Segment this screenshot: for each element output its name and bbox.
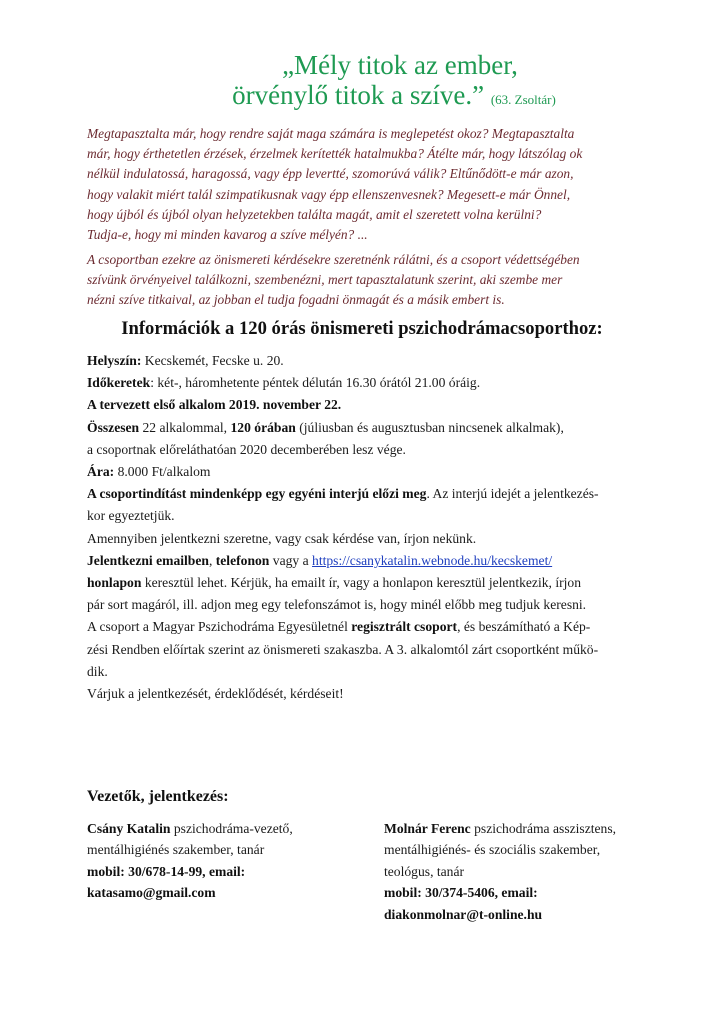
leader-phone-text: mobil: 30/678-14-99, email: xyxy=(87,863,246,879)
quote-reference: (63. Zsoltár) xyxy=(490,92,556,107)
leader-card-molnar xyxy=(384,818,616,925)
quote-text-1: „Mély titok az ember, xyxy=(282,50,518,80)
registered-group: regisztrált csoport xyxy=(351,619,458,635)
intro-line: hogy valakit miért talál szimpatikusnak vagy épp ellenszenvesnek? Megesett-e már Önnel, xyxy=(87,186,571,202)
leader-email[interactable] xyxy=(384,904,616,925)
leader-role-line: mentálhigiénés szakember, tanár xyxy=(87,842,265,858)
apply-phone: telefonon xyxy=(215,552,270,568)
leader-phone xyxy=(384,882,616,903)
intro-paragraph-2 xyxy=(87,250,657,311)
total-line xyxy=(87,417,657,439)
registration-line-3: dik. xyxy=(87,663,108,679)
total-note: (júliusban és augusztusban nincsenek alkalmak), xyxy=(295,419,564,435)
leader-card-csany xyxy=(87,818,293,904)
quote-line-1 xyxy=(38,50,724,80)
registration-line-2: zési Rendben előírtak szerint az önismereti szakaszba. A 3. alkalomtól zárt csoportként műkö- xyxy=(87,641,599,657)
leader-role-line: teológus, tanár xyxy=(384,863,465,879)
website-label: honlapon xyxy=(87,575,142,591)
intro-line: Megtapasztalta már, hogy rendre saját maga számára is meglepetést okoz? Megtapasztalta xyxy=(87,126,575,141)
time-value: : két-, háromhetente péntek délután 16.30 órától 21.00 óráig. xyxy=(150,375,481,391)
leader-role: pszichodráma-vezető, xyxy=(170,821,293,836)
leader-name: Csány Katalin xyxy=(87,821,171,836)
total-hours: 120 órában xyxy=(230,419,296,435)
interview-notice: A csoportindítást mindenképp egy egyéni interjú előzi meg xyxy=(87,486,427,502)
website-line xyxy=(87,572,657,594)
leader-phone-text: mobil: 30/374-5406, email: xyxy=(384,885,538,901)
intro-line: Tudja-e, hogy mi minden kavarog a szíve mélyén? ... xyxy=(87,227,368,243)
registration-line xyxy=(87,616,657,638)
interview-line xyxy=(87,483,657,505)
location-line xyxy=(87,350,657,372)
leader-name: Molnár Ferenc xyxy=(384,821,471,836)
leader-phone xyxy=(87,861,293,882)
intro-line: hogy újból és újból olyan helyzetekben találta magát, amit el szeretett volna kerülni? xyxy=(87,206,542,222)
apply-line xyxy=(87,550,657,572)
contacts-title: Vezetők, jelentkezés: xyxy=(87,788,229,805)
location-value: Kecskemét, Fecske u. 20. xyxy=(141,353,284,368)
leader-email-text[interactable]: diakonmolnar@t-online.hu xyxy=(384,906,543,922)
apply-email: Jelentkezni emailben xyxy=(87,552,209,568)
leader-email[interactable] xyxy=(87,882,293,903)
quote-line-2 xyxy=(32,80,724,115)
apply-or: vagy a xyxy=(269,552,313,568)
website-link[interactable]: https://csanykatalin.webnode.hu/kecskemet/ xyxy=(312,552,553,568)
first-session: A tervezett első alkalom 2019. november 22. xyxy=(87,397,342,413)
price-line xyxy=(87,461,657,483)
price-value: 8.000 Ft/alkalom xyxy=(114,464,211,480)
interview-line-2: kor egyeztetjük. xyxy=(87,508,175,524)
intro-paragraph-1 xyxy=(87,124,657,245)
total-sessions: 22 alkalommal, xyxy=(139,419,231,435)
leader-name-line xyxy=(87,818,293,839)
website-note: keresztül lehet. Kérjük, ha emailt ír, vagy a honlapon keresztül jelentkezik, írjon xyxy=(141,575,582,591)
intro-line: nélkül indulatossá, haragossá, vagy épp levertté, szomorúvá válik? Eltűnődött-e már azon, xyxy=(87,166,574,182)
leader-email-text[interactable]: katasamo@gmail.com xyxy=(87,885,216,901)
leader-role: pszichodráma asszisztens, xyxy=(470,821,617,836)
total-label: Összesen xyxy=(87,419,140,435)
intro-line: már, hogy érthetetlen érzések, érzelmek kerítették hatalmukba? Átélte már, hogy látszólag ok xyxy=(87,146,583,162)
intro-line: A csoportban ezekre az önismereti kérdésekre szeretnénk rálátni, és a csoport védettségében xyxy=(87,252,580,267)
intro-line: szívünk örvényeivel találkozni, szembenézni, mert tapasztalatunk szerint, aki szembe mer xyxy=(87,272,563,288)
leader-name-line xyxy=(384,818,616,839)
question-line: Amennyiben jelentkezni szeretne, vagy csak kérdése van, írjon nekünk. xyxy=(87,530,477,546)
end-line: a csoportnak előreláthatóan 2020 decemberében lesz vége. xyxy=(87,441,406,457)
closing-line: Várjuk a jelentkezését, érdeklődését, kérdéseit! xyxy=(87,686,344,702)
info-section xyxy=(87,350,657,705)
registration-rest: , és beszámítható a Kép- xyxy=(457,619,591,635)
info-heading: Információk a 120 órás önismereti pszichodrámacsoporthoz: xyxy=(121,318,603,339)
first-session-line xyxy=(87,394,657,416)
time-label: Időkeretek xyxy=(87,375,151,391)
website-line-2: pár sort magáról, ill. adjon meg egy telefonszámot is, hogy minél előbb meg tudjuk keresni. xyxy=(87,597,587,613)
interview-note: . Az interjú idejét a jelentkezés- xyxy=(426,486,599,502)
leader-role-line: mentálhigiénés- és szociális szakember, xyxy=(384,842,601,858)
apply-comma: , xyxy=(208,552,216,568)
price-label: Ára: xyxy=(87,464,115,480)
quote-text-2: örvénylő titok a szíve.” xyxy=(232,80,485,110)
time-line xyxy=(87,372,657,394)
intro-line: nézni szíve titkaival, az jobban el tudja fogadni önmagát és a másik embert is. xyxy=(87,292,505,308)
registration-start: A csoport a Magyar Pszichodráma Egyesületnél xyxy=(87,619,352,635)
location-label: Helyszín: xyxy=(87,353,142,368)
